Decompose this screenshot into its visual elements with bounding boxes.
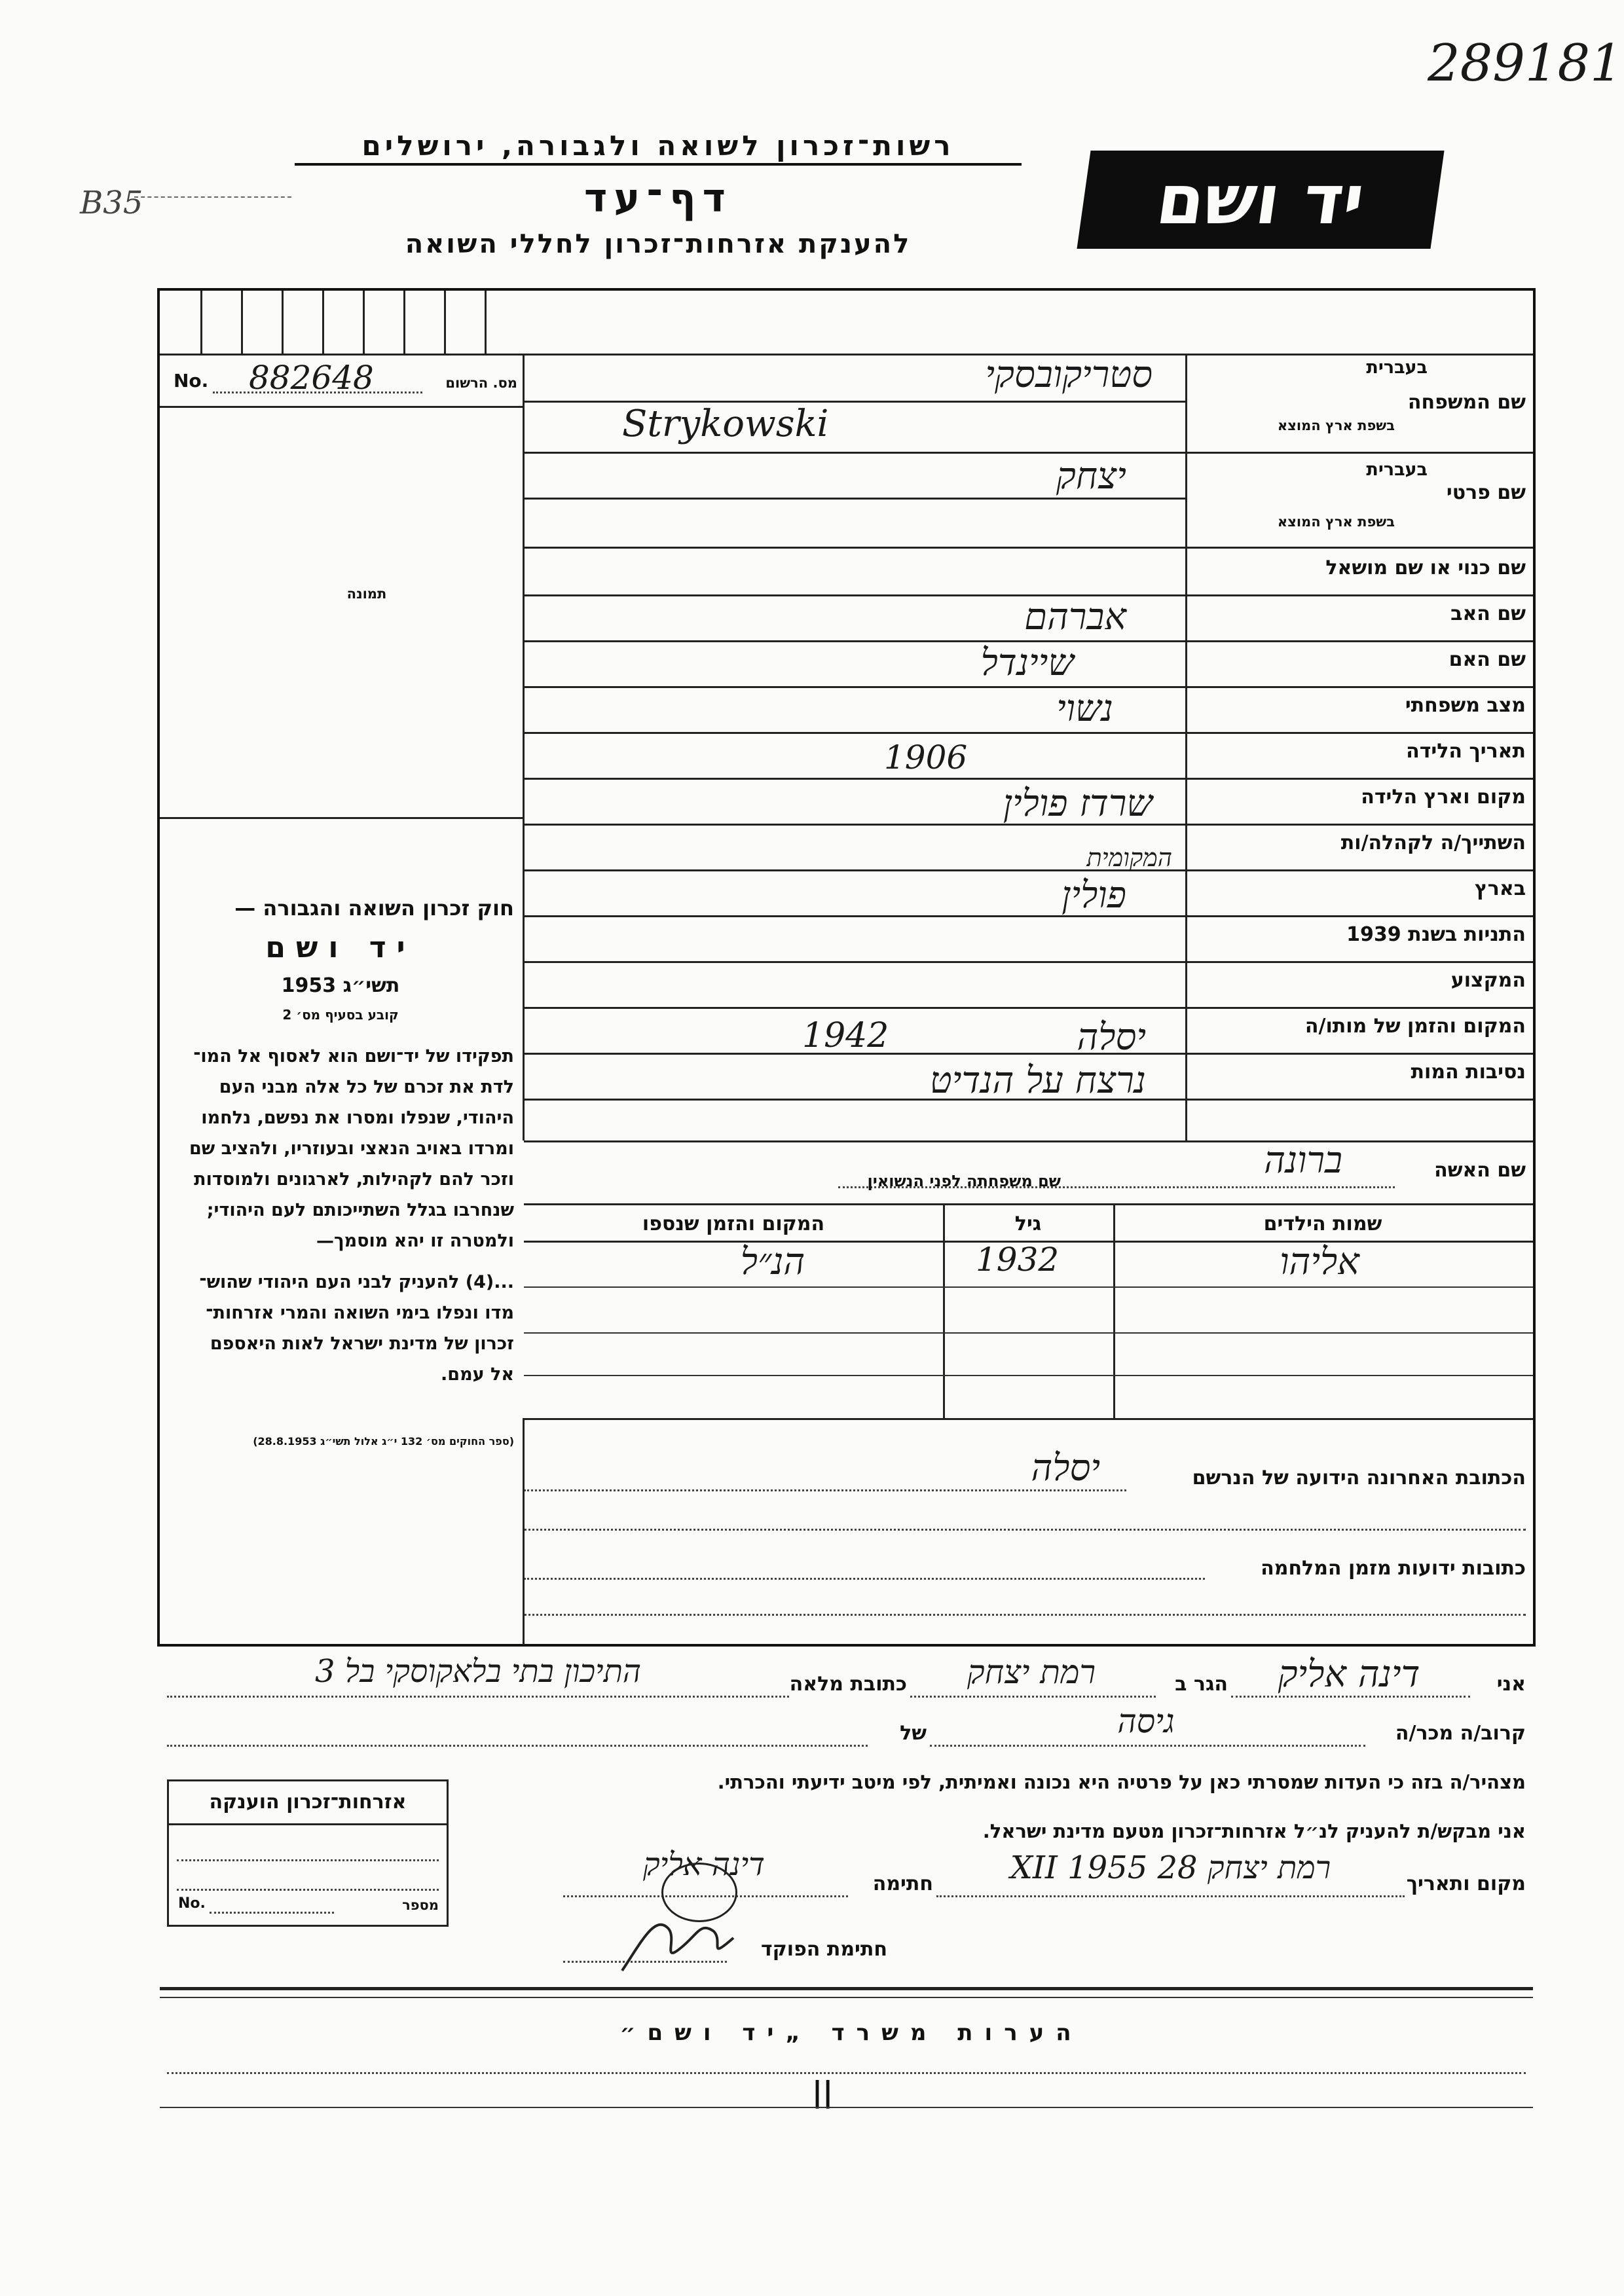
children-header-names: שמות הילדים xyxy=(1263,1212,1382,1235)
form-title: דף־עד xyxy=(584,175,732,221)
profession-label: המקצוע xyxy=(1450,969,1526,992)
citizenship-number-label: מספר xyxy=(402,1897,439,1913)
signature-label: חתימה xyxy=(872,1872,933,1895)
declarant-lives-label: הגר ב xyxy=(1175,1673,1228,1696)
first-name-label: שם פרטי xyxy=(1446,481,1526,504)
table-row: אליהו xyxy=(1280,1241,1359,1283)
declarant-name: דינה אליק xyxy=(1278,1653,1420,1696)
wife-label: שם האשה xyxy=(1434,1159,1526,1182)
death-place-value: יסלה xyxy=(1077,1016,1146,1059)
officer-signature-scribble xyxy=(616,1902,747,1980)
family-name-sub-hebrew: בעברית xyxy=(1366,357,1428,378)
declarant-i-label: אני xyxy=(1496,1673,1526,1696)
birth-place-label: מקום וארץ הלידה xyxy=(1361,786,1526,809)
wife-maiden-label: שם משפחתה לפני הנשואין xyxy=(867,1172,1061,1190)
first-name-sub-origin: בשפת ארץ המוצא xyxy=(1277,514,1395,530)
declarant-of-label: של xyxy=(900,1722,927,1745)
first-name-hebrew-value: יצחק xyxy=(1056,455,1126,498)
declarant-full-address: התיכון בתי בלאקוסקי בל 3 xyxy=(314,1653,642,1690)
death-year-value: 1942 xyxy=(802,1016,889,1055)
country-label: בארץ xyxy=(1474,877,1526,900)
law-name: יד ושם xyxy=(265,931,416,964)
birth-place-value: שרדז פולין xyxy=(1003,782,1153,825)
declarant-relation: גיסה xyxy=(1117,1702,1175,1740)
id-boxes xyxy=(160,291,513,354)
death-circumstances-label: נסיבות המות xyxy=(1411,1061,1526,1084)
table-cell-age: 1932 xyxy=(976,1241,1060,1279)
yad-vashem-logo: יד ושם xyxy=(1077,151,1444,249)
office-notes-title: הערות משרד „יד ושם״ xyxy=(619,2020,1083,2046)
family-name-sub-origin: בשפת ארץ המוצא xyxy=(1277,418,1395,433)
table-cell-place: הנ״ל xyxy=(740,1241,805,1283)
father-value: אברהם xyxy=(1024,596,1126,638)
death-place-time-label: המקום והזמן של מותו/ה xyxy=(1304,1015,1526,1038)
declarant-city: רמת יצחק xyxy=(967,1653,1096,1691)
officer-signature-label: חתימת הפוקד xyxy=(761,1938,887,1961)
side-note-line xyxy=(134,196,291,198)
reg-no-label: No. xyxy=(174,370,209,392)
marital-value: נשוי xyxy=(1056,687,1113,730)
form-subtitle: להענקת אזרחות־זכרון לחללי השואה xyxy=(405,229,912,259)
community-value: המקומית xyxy=(1086,843,1172,872)
citizenship-box-title: אזרחות־זכרון הוענקה xyxy=(209,1791,407,1813)
reg-no-value: 882648 xyxy=(249,359,374,397)
mother-value: שיינדל xyxy=(980,642,1074,684)
declaration-statement: מצהיר/ה בזה כי העדות שמסרתי כאן על פרטיה היא נכונה ואמיתית, לפי מיטב ידיעתי והכרתי. xyxy=(717,1771,1526,1793)
law-year: תשי״ג 1953 xyxy=(281,974,400,997)
photo-label: תמונה xyxy=(346,586,387,602)
family-name-hebrew-value: סטריקובסקי xyxy=(985,354,1153,396)
birth-date-value: 1906 xyxy=(884,738,968,776)
law-paragraph-2: ...(4) להעניק לבני העם היהודי שהוש־ מדו ונפלו בימי השואה והמרי אזרחות־ זכרון של מדינת ישראל לאות היאספם אל עמם. xyxy=(199,1272,514,1385)
side-note: B35 xyxy=(80,185,143,221)
residence-1939-label: התניות בשנת 1939 xyxy=(1346,923,1526,946)
law-source: (ספר החוקים מס׳ 132 י״ג אלול תשי״ג 28.8.1953) xyxy=(253,1435,514,1448)
place-date-value: רמת יצחק 28 XII 1955 xyxy=(1010,1850,1331,1886)
family-name-label: שם המשפחה xyxy=(1407,391,1526,414)
declarant-full-address-label: כתובת מלאה xyxy=(789,1673,907,1696)
declarant-relative-label: קרוב/ה מכר/ה xyxy=(1395,1722,1526,1745)
children-header-place-time: המקום והזמן שנספו xyxy=(642,1212,825,1235)
wartime-address-label: כתובות ידועות מזמן המלחמה xyxy=(1261,1557,1526,1580)
last-address-value: יסלה xyxy=(1031,1447,1100,1489)
first-name-sub-hebrew: בעברית xyxy=(1366,460,1428,480)
family-name-origin-value: Strykowski xyxy=(622,403,829,445)
mother-label: שם האם xyxy=(1449,648,1526,671)
declarant-signature: דינה אליק xyxy=(643,1846,765,1883)
declaration-request: אני מבקש/ת להעניק לנ״ל אזרחות־זכרון מטעם מדינת ישראל. xyxy=(982,1820,1526,1842)
community-label: השתייך/ה לקהלה/ות xyxy=(1340,831,1526,854)
law-title: חוק זכרון השואה והגבורה — xyxy=(234,896,514,920)
father-label: שם האב xyxy=(1450,602,1526,625)
law-clause-ref: קובע בסעיף מס׳ 2 xyxy=(282,1007,399,1023)
law-paragraph-1: תפקידו של יד־ושם הוא לאסוף אל המו־ לדת את זכרם של כל אלה מבני העם היהודי, שנפלו ומסרו את נפשם, נלחמו ומרדו באויב הנאצי ובעוזריו, ולהציב שם וזכר להם לקהילות, לארגונים ולמוסדות שנחרבו בגלל השתייכותם לעם היהודי; ולמטרה זו יהא מוסמך— xyxy=(189,1046,514,1251)
citizenship-no-label: No. xyxy=(178,1895,206,1912)
authority-title: רשות־זכרון לשואה ולגבורה, ירושלים xyxy=(295,130,1022,166)
last-address-label: הכתובת האחרונה הידועה של הנרשם xyxy=(1192,1467,1526,1489)
place-date-label: מקום ותאריך xyxy=(1406,1872,1526,1895)
death-circumstances-value: נרצח על הנדיט xyxy=(929,1059,1146,1102)
archive-number: 289181 xyxy=(1428,34,1623,93)
nickname-label: שם כנוי או שם מושאל xyxy=(1325,556,1526,579)
birth-date-label: תאריך הלידה xyxy=(1406,740,1526,763)
footer-mark: || xyxy=(812,2075,834,2109)
wife-value: ברונה xyxy=(1264,1139,1342,1182)
marital-label: מצב משפחתי xyxy=(1405,694,1526,717)
country-value: פולין xyxy=(1061,874,1126,917)
children-header-age: גיל xyxy=(1014,1212,1042,1235)
reg-label: מס. הרשום xyxy=(445,375,517,391)
